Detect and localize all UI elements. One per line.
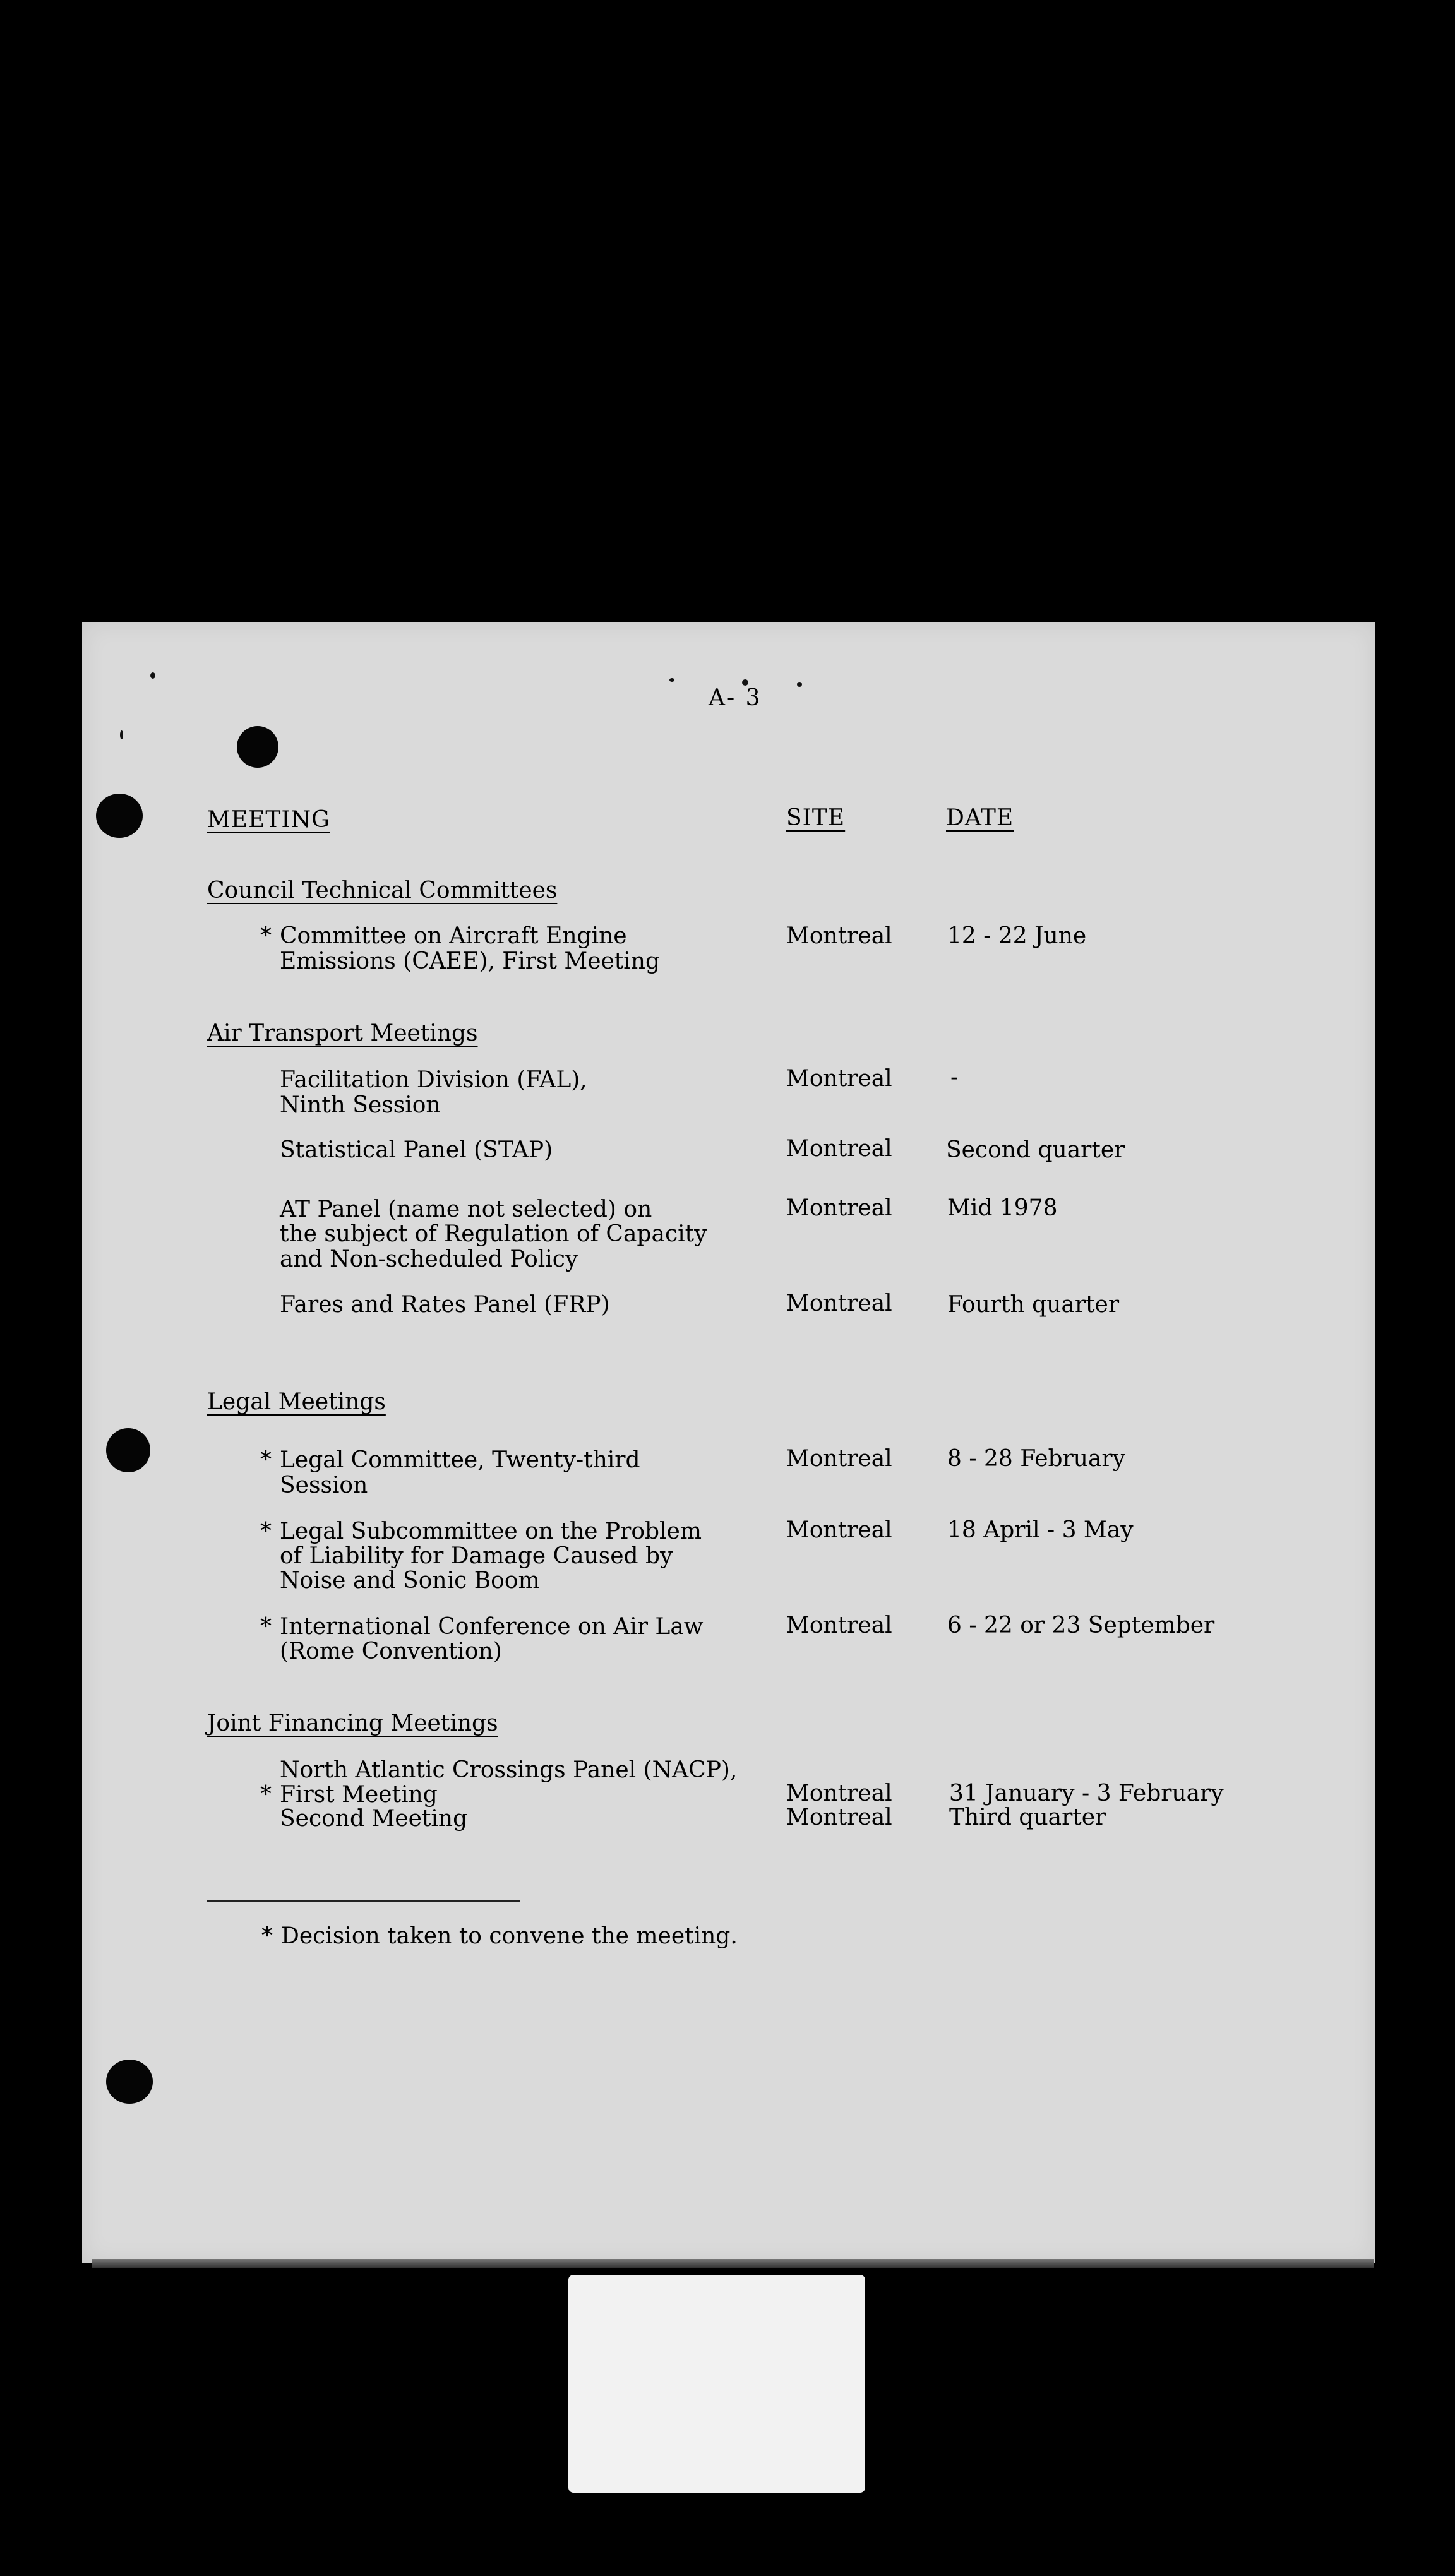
punch-hole [96, 794, 143, 838]
page-number: A- 3 [709, 685, 762, 711]
speck [150, 672, 155, 679]
meeting-date: 6 - 22 or 23 September [947, 1613, 1215, 1638]
meeting-site: Montreal [786, 1136, 892, 1162]
meeting-name: Emissions (CAEE), First Meeting [280, 948, 661, 974]
meeting-site: Montreal [786, 1613, 892, 1638]
blank-card [568, 2275, 865, 2493]
meeting-date: 8 - 28 February [947, 1446, 1125, 1472]
meeting-name: Fares and Rates Panel (FRP) [280, 1292, 610, 1318]
meeting-name: Ninth Session [280, 1092, 441, 1118]
column-header-meeting: MEETING [207, 807, 330, 833]
decision-star: * [260, 1518, 272, 1544]
section-heading: Joint Financing Meetings [207, 1710, 498, 1736]
column-header-site: SITE [786, 805, 846, 831]
meeting-name: Statistical Panel (STAP) [280, 1137, 553, 1163]
footnote-rule [207, 1900, 520, 1902]
meeting-date: Mid 1978 [947, 1195, 1058, 1221]
punch-hole [237, 726, 278, 768]
meeting-site: Montreal [786, 1446, 892, 1472]
meeting-name: (Rome Convention) [280, 1638, 502, 1664]
meeting-name: First Meeting [280, 1782, 438, 1808]
meeting-group-title: North Atlantic Crossings Panel (NACP), [280, 1757, 738, 1783]
meeting-name: and Non-scheduled Policy [280, 1246, 578, 1272]
meeting-name: International Conference on Air Law [280, 1614, 704, 1640]
meeting-date: Third quarter [949, 1804, 1106, 1830]
section-heading: Air Transport Meetings [207, 1020, 478, 1046]
meeting-name: Legal Subcommittee on the Problem [280, 1518, 702, 1544]
page-edge-shadow [92, 2259, 1374, 2268]
footnote-star: * [261, 1923, 273, 1949]
decision-star: * [260, 923, 272, 949]
meeting-date: 12 - 22 June [947, 923, 1087, 949]
punch-hole [106, 1428, 150, 1472]
meeting-date: Fourth quarter [947, 1292, 1120, 1318]
punch-hole [106, 2060, 153, 2104]
meeting-site: Montreal [786, 1066, 892, 1092]
meeting-name: Legal Committee, Twenty-third [280, 1447, 640, 1473]
meeting-name: Facilitation Division (FAL), [280, 1067, 587, 1093]
meeting-date: 31 January - 3 February [949, 1780, 1224, 1806]
meeting-site: Montreal [786, 1517, 892, 1543]
section-heading: Legal Meetings [207, 1389, 386, 1415]
decision-star: * [260, 1447, 272, 1473]
speck [669, 678, 674, 682]
meeting-name: Session [280, 1472, 368, 1498]
meeting-name: Committee on Aircraft Engine [280, 923, 627, 949]
document-page [82, 622, 1375, 2263]
meeting-date: Second quarter [946, 1137, 1125, 1163]
section-heading: Council Technical Committees [207, 878, 558, 903]
meeting-name: Second Meeting [280, 1806, 468, 1832]
meeting-site: Montreal [786, 1780, 892, 1806]
decision-star: * [260, 1614, 272, 1640]
meeting-site: Montreal [786, 1195, 892, 1221]
speck [120, 730, 123, 739]
meeting-site: Montreal [786, 1804, 892, 1830]
decision-star: * [260, 1782, 272, 1808]
meeting-site: Montreal [786, 1291, 892, 1316]
speck [797, 682, 802, 687]
meeting-date: 18 April - 3 May [947, 1517, 1134, 1543]
meeting-name: the subject of Regulation of Capacity [280, 1221, 707, 1247]
column-header-date: DATE [946, 805, 1014, 831]
meeting-name: of Liability for Damage Caused by [280, 1543, 673, 1569]
meeting-date: - [950, 1064, 959, 1090]
meeting-site: Montreal [786, 923, 892, 949]
meeting-name: Noise and Sonic Boom [280, 1568, 540, 1594]
footnote-text: Decision taken to convene the meeting. [281, 1923, 738, 1949]
meeting-name: AT Panel (name not selected) on [280, 1196, 652, 1222]
